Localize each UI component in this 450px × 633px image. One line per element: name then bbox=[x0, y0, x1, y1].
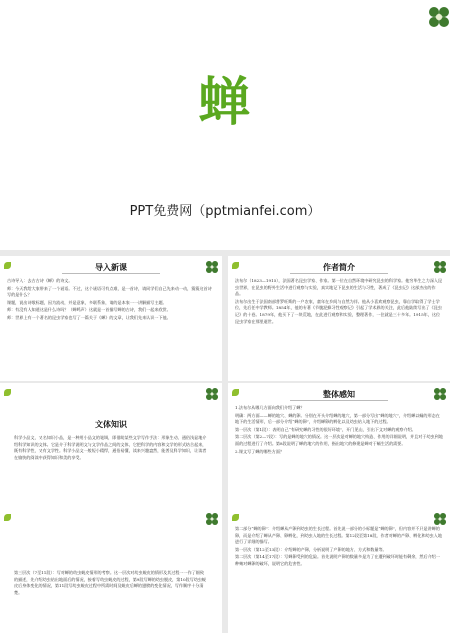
paragraph: 第二层次（第2—7段）：写的是蝉的地穴的情况。这一层次是对蝉的地穴构造、作用的详细说明，并且对于幼虫到地面的过程进行了介绍。第8段说明了蝉的地穴的作用，指出地穴的修建是蝉对于蛹生活的需要。 bbox=[235, 434, 443, 446]
paragraph: 第二部分“蝉的卵”：介绍蝉从产卵到幼虫的生长过程。首先说一部分的小标题是“蝉的卵”，但内容并不只是讲蝉的卵，而是介绍了蝉从产卵、卵孵化，到幼虫入地的生长过程。第12段至第18段，作者对蝉的产卵、孵化和幼虫入地进行了详细的描写。 bbox=[235, 526, 442, 545]
paragraph: 第三层次（7至11段）：写对蝉的幼虫蜕皮情形的考察。这一层次对幼虫蜕皮的情形及其过程一一作了细致的描述，先介绍幼虫钻出地面后的情况，接着写幼虫蜕皮的过程，第9段写蝉的幼虫脱皮，第10段写幼虫蜕皮后身体变化的情况，第11段写幼虫蜕皮过程中所需时间及蜕皮后蝉的翅膀的变化情况，写作顺序十分清楚。 bbox=[14, 570, 207, 595]
slide-fourth-layer bbox=[228, 508, 450, 633]
paragraph: 1.法布尔从哪几方面向我们介绍了蝉？ bbox=[235, 405, 305, 410]
leaf-decoration-icon bbox=[4, 389, 11, 396]
paragraph: 师：今天我给大家带来了一个谜语。不过，这个谜语可有点难，是一首诗，请同学们自己先来动一动，猜猜这首诗写的是什么？ bbox=[7, 285, 212, 298]
paragraph: 师：有没有人知道这是什么诗吗？（蝉鸣声）这就是一首描写蝉的古诗，我们一起来欣赏。 bbox=[7, 307, 171, 313]
slide-title: 作者简介 bbox=[323, 263, 355, 272]
paragraph: 第一层次（第1段）：表明自己“有研究蝉的习性的很好环境”，开门见山，引出下文对蝉的观察介绍。 bbox=[235, 426, 416, 432]
slide-title: 整体感知 bbox=[323, 390, 355, 399]
slide-body bbox=[235, 526, 443, 569]
cover-slide bbox=[0, 0, 450, 250]
paragraph: 法布尔出生于法国南部普罗旺斯的一户农家，童年在乡间与自然为伴。他从小喜欢观察昆虫，靠自学取得了学士学位，先后任中学教师。1854年，他的专著《节腹泥蜂习性观察记》引起了学术界的关注，此后他陆续写出了《昆虫记》的十卷。1879年，他买下了一块荒地，在此进行观察和实验，整理著作，一住就是三十多年。1915年，这位昆虫学家在那里逝世。 bbox=[235, 298, 442, 324]
leaf-decoration-icon bbox=[4, 514, 11, 521]
paragraph: 师：世界上有一个著名的昆虫学家也写了一篇关于《蝉》的文章，让我们先来认识一下他。 bbox=[7, 314, 171, 320]
slide-intro bbox=[0, 256, 222, 381]
paragraph: 古诗导入：去古古诗《蝉》的诗文。 bbox=[7, 278, 73, 283]
leaf-decoration-icon bbox=[232, 514, 239, 521]
title-divider bbox=[62, 273, 160, 274]
slide-body bbox=[7, 278, 215, 323]
slide-title: 导入新课 bbox=[95, 263, 127, 272]
title-divider bbox=[290, 273, 388, 274]
slide-body bbox=[235, 278, 443, 326]
cover-subtitle: PPT免费网（pptmianfei.com） bbox=[129, 204, 321, 219]
paragraph: 第一层次（第12至13段）：介绍蝉的产卵，分析说明了产卵的地方、方式和数量等。 bbox=[235, 546, 387, 552]
clover-icon bbox=[428, 6, 450, 28]
slide-body bbox=[14, 435, 208, 462]
slide-body bbox=[235, 405, 443, 456]
cover-title: 蝉 bbox=[197, 73, 252, 133]
slide-title: 文体知识 bbox=[95, 420, 127, 429]
clover-icon bbox=[206, 388, 218, 400]
slide-body bbox=[14, 570, 208, 597]
paragraph: 第二层次（第14至17段）：写蝉卵受到的危险。首先说明产卵的数量多是为了在遭到破坏时能有剩余，然后介绍一种蚋对蝉卵的破坏，说明它的危害性。 bbox=[235, 554, 440, 566]
paragraph: 科学小品文，又名知识小品，是一种用小品文的笔调，即借助某些文学写作手法：形象生动、通俗浅显地介绍科学知识的文体。它是介于科学说明文与文学作品之间的文体，它把科学的内容和文学的形式结合起来，既有科学性，又有文学性。科学小品文一般短小精悍，通俗易懂，读来兴趣盎然，能普及科学知识，让读者在愉快的阅读中获得知识和美的享受。 bbox=[14, 435, 207, 460]
clover-icon bbox=[206, 513, 218, 525]
paragraph: 法布尔（1823—1915），法国著名昆虫学家、作家。第一位在自然环境中研究昆虫的科学家。他穷毕生之力深入昆虫世界，在昆虫的野外生活中进行观察与实验，真实地记下昆虫的生活与习性，著成了《昆虫记》这部杰出的作品。 bbox=[235, 278, 443, 297]
paragraph: 2.课文写了蝉的哪些方面？ bbox=[235, 448, 284, 454]
slide-knowledge bbox=[0, 383, 222, 508]
clover-icon bbox=[434, 513, 446, 525]
slide-author bbox=[228, 256, 450, 381]
slide-overall bbox=[228, 383, 450, 508]
paragraph: 课题，说出诗歌标题，因为流动，并是意象，多联系象，请的是本家一一讲解描写主题。 bbox=[7, 299, 167, 305]
paragraph: 明确：两方面——蝉的地穴、蝉的卵。分别在开头介绍蝉的地穴，第一部分写出“蝉的地穴”，介绍蝉以蛹的形态在地下的生活情形，后一部分介绍“蝉的卵”，介绍蝉卵的孵化以及幼虫钻入地下的过程。 bbox=[235, 412, 440, 425]
slide-third-layer bbox=[0, 508, 222, 633]
title-divider bbox=[290, 400, 388, 401]
